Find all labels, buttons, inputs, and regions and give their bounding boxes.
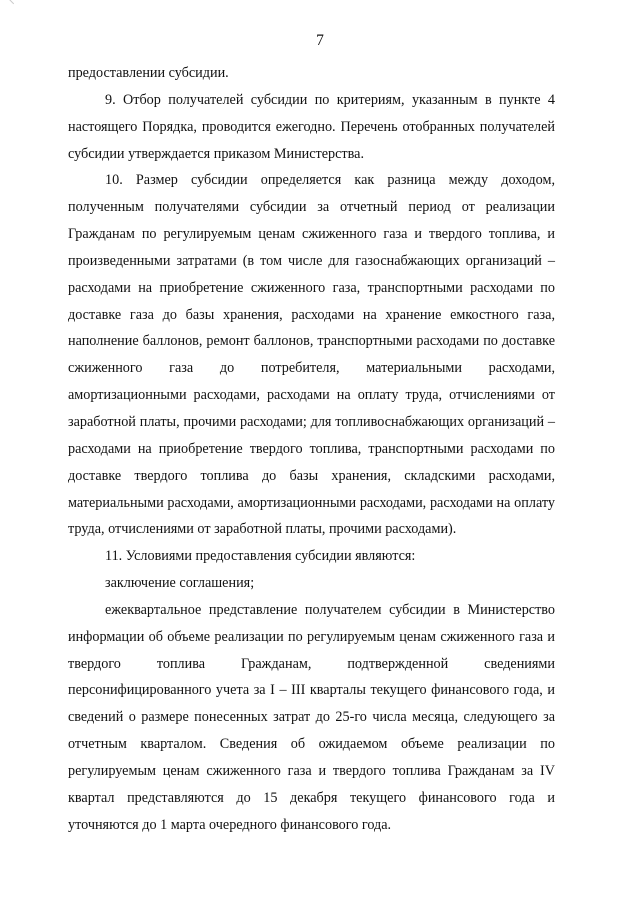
paragraph-item-11: 11. Условиями предоставления субсидии являются: — [105, 548, 416, 565]
scan-corner-mark — [0, 0, 14, 14]
document-body — [68, 60, 555, 838]
paragraph-item-9: 9. Отбор получателей субсидии по критериям, указанным в пункте 4 настоящего Порядка, проводится ежегодно. Перечень отобранных получателей субсидии утверждается приказом Министерства. — [68, 91, 555, 162]
paragraph-condition-quarterly-report: ежеквартальное представление получателем субсидии в Министерство информации об объеме реализации по регулируемым ценам сжиженного газа и твердого топлива Гражданам, подтвержденной сведениями персонифицированного учета за I – III кварталы текущего финансового года, и сведений о размере понесенных затрат до 25-го числа месяца, следующего за отчетным кварталом. Сведения об ожидаемом объеме реализации по регулируемым ценам сжиженного газа и твердого топлива Гражданам за IV квартал представляются до 15 декабря текущего финансового года и уточняются до 1 марта очередного финансового года. — [68, 601, 555, 833]
paragraph-item-10: 10. Размер субсидии определяется как разница между доходом, полученным получателями субсидии за отчетный период от реализации Гражданам по регулируемым ценам сжиженного газа и твердого топлива, и произведенными затратами (в том числе для газоснабжающих организаций – расходами на приобретение сжиженного газа, транспортными расходами по доставке газа до базы хранения, расходами на хранение емкостного газа, наполнение баллонов, ремонт баллонов, транспортными расходами по доставке сжиженного газа до потребителя, материальными расходами, амортизационными расходами, расходами на оплату труда, отчислениями от заработной платы, прочими расходами; для топливоснабжающих организаций – расходами на приобретение твердого топлива, транспортными расходами по доставке твердого топлива до базы хранения, складскими расходами, материальными расходами, амортизационными расходами, расходами на оплату труда, отчислениями от заработной платы, прочими расходами). — [68, 172, 555, 538]
paragraph-condition-agreement: заключение соглашения; — [105, 575, 255, 592]
paragraph-continuation: предоставлении субсидии. — [68, 65, 229, 81]
page-number: 7 — [316, 32, 324, 49]
